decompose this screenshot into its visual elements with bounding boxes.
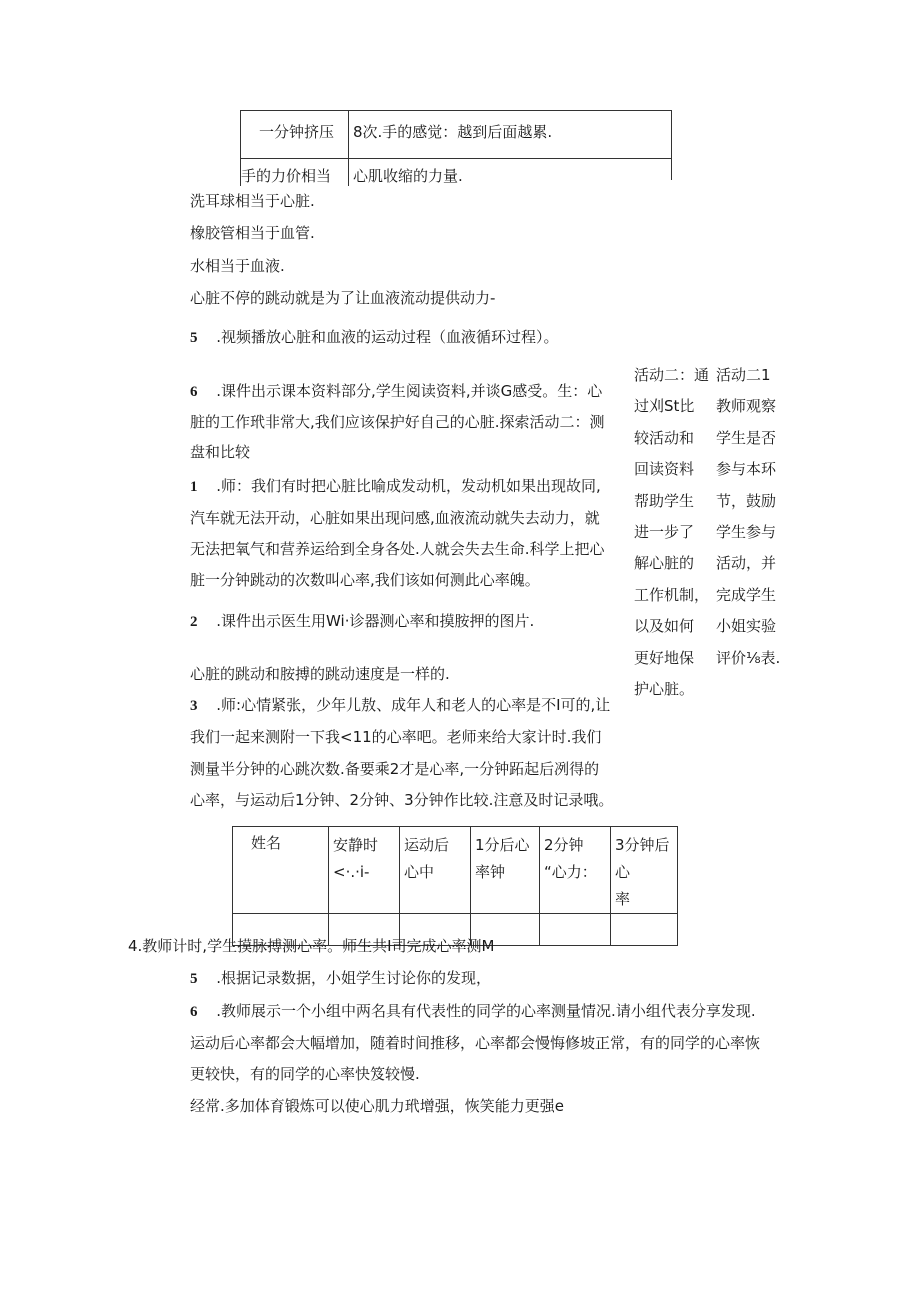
table-header-cell <box>329 827 400 914</box>
paragraph-line: 心率，与运动后1分钟、2分钟、3分钟作比较.注意及时记录哦。 <box>190 791 614 809</box>
top-table-cell: 一分钟挤压 <box>241 111 349 159</box>
table-header-cell <box>233 827 329 914</box>
header-line: 1分后心 <box>475 836 530 854</box>
header-line: 率 <box>615 890 631 908</box>
paragraph: 橡胶管相当于血管. <box>190 224 315 242</box>
side-line: 评价⅛表. <box>716 648 781 667</box>
item-number: 5 <box>190 971 198 987</box>
item-text: .课件出示课本资料部分,学生阅读资料,并谈G感受。生：心 <box>216 382 603 400</box>
paragraph: 水相当于血液. <box>190 257 285 275</box>
paragraph-item-2 <box>190 611 534 632</box>
paragraph: 洗耳球相当于心脏. <box>190 192 315 210</box>
item-text: .根据记录数据，小姐学生讨论你的发现， <box>216 969 492 987</box>
side-line: 更好地保 <box>634 648 695 667</box>
item-number: 6 <box>190 1004 198 1020</box>
table-header-cell <box>540 827 611 914</box>
item-text: .教师展示一个小组中两名具有代表性的同学的心率测量情况.请小组代表分享发现. <box>216 1002 756 1020</box>
top-table-cell: 8次.手的感觉：越到后面越累. <box>349 111 672 159</box>
header-line: 安静时 <box>333 836 379 854</box>
header-line: 2分钟 <box>544 836 584 854</box>
item-text: .课件出示医生用Wi·诊器测心率和摸胺押的图片. <box>216 612 535 630</box>
side-column-evaluation <box>716 360 780 674</box>
header-line: “心力： <box>544 863 597 881</box>
heart-rate-table <box>232 826 678 946</box>
paragraph: 心脏的跳动和胺搏的跳动速度是一样的. <box>190 665 450 683</box>
paragraph-line: 我们一起来测附一下我<11的心率吧。老师来给大家计时.我们 <box>190 728 602 746</box>
side-line: 较活动和 <box>634 428 695 447</box>
table-clip-edge <box>671 158 672 180</box>
item-text: .师:心情紧张，少年儿敖、成年人和老人的心率是不I可的,让 <box>216 696 611 714</box>
side-line: 教师观察 <box>716 397 777 416</box>
side-column-activity <box>634 360 709 705</box>
paragraph-item-6 <box>190 381 602 402</box>
paragraph-line: 更较快，有的同学的心率快笈较慢. <box>190 1065 420 1083</box>
item-number: 2 <box>190 614 198 630</box>
side-line: 过刈St比 <box>634 397 695 416</box>
item-number: 1 <box>190 479 198 495</box>
item-text: .视频播放心脏和血液的运动过程（血液循环过程）。 <box>216 328 559 346</box>
paragraph-item-3 <box>190 695 610 716</box>
side-line: 进一步了 <box>634 523 695 542</box>
table-header-cell <box>611 827 678 914</box>
top-table-cell: 心肌收缩的力量. <box>349 159 672 187</box>
side-line: 参与本环 <box>716 460 777 479</box>
paragraph-line: 汽车就无法开动，心脏如果出现问感,血液流动就失去动力，就 <box>190 509 600 527</box>
side-line: 小姐实验 <box>716 617 777 636</box>
header-line: 率钟 <box>475 863 506 881</box>
paragraph-line: 脏的工作玳非常大,我们应该保护好自己的心脏.探索活动二：测 <box>190 413 605 431</box>
side-line: 活动，并 <box>716 554 777 573</box>
side-line: 以及如何 <box>634 617 695 636</box>
item-number: 6 <box>190 384 198 400</box>
item-text: .师：我们有时把心脏比喻成发动机，发动机如果出现故同, <box>216 477 601 495</box>
paragraph-item-1 <box>190 476 601 497</box>
paragraph-item-5 <box>190 327 559 348</box>
side-line: 完成学生 <box>716 585 777 604</box>
side-line: 回读资料 <box>634 460 695 479</box>
side-line: 学生是否 <box>716 428 777 447</box>
paragraph: 经常.多加体育锻炼可以使心肌力玳增强，恢笑能力更强e <box>190 1097 564 1115</box>
paragraph-line: 脏一分钟跳动的次数叫心率,我们该如何测此心率魄。 <box>190 571 540 589</box>
table-cell <box>540 914 611 946</box>
side-line: 工作机制， <box>634 585 710 604</box>
side-line: 解心脏的 <box>634 554 695 573</box>
side-line: 学生参与 <box>716 523 777 542</box>
paragraph-line: 测量半分钟的心跳次数.备要乘2才是心率,一分钟跖起后冽得的 <box>190 760 600 778</box>
item-number: 5 <box>190 330 198 346</box>
side-line: 节，鼓励 <box>716 491 777 510</box>
header-line: <·.·i- <box>333 863 370 881</box>
header-line: 心中 <box>404 863 435 881</box>
side-line: 活动二：通 <box>634 366 710 384</box>
header-line: 运动后 <box>404 836 450 854</box>
paragraph: 心脏不停的跳动就是为了让血液流动提供动力- <box>190 289 496 307</box>
table-cell <box>611 914 678 946</box>
paragraph-line: 盘和比较 <box>190 443 251 461</box>
header-line: 3分钟后心 <box>615 836 670 881</box>
paragraph-line: 无法把氧气和营养运给到全身各处.人就会失去生命.科学上把心 <box>190 540 605 558</box>
paragraph-line: 运动后心率都会大幅增加，随着时间推移，心率都会慢悔修坡正常，有的同学的心率恢 <box>190 1034 761 1052</box>
table-header-cell <box>471 827 540 914</box>
side-line: 帮助学生 <box>634 491 695 510</box>
header-line: 姓名 <box>251 834 282 852</box>
table-header-cell <box>400 827 471 914</box>
side-line: 护心脏。 <box>634 680 695 699</box>
paragraph-item-6b <box>190 1001 756 1022</box>
top-table <box>240 110 672 186</box>
side-line: 活动二1 <box>716 366 771 384</box>
paragraph-item-5b <box>190 968 491 989</box>
paragraph: 4.教师计时,学生摸脉搏测心率。师生共I司完成心率测M <box>128 937 495 955</box>
item-number: 3 <box>190 698 198 714</box>
top-table-cell: 手的力价相当 <box>241 159 349 187</box>
